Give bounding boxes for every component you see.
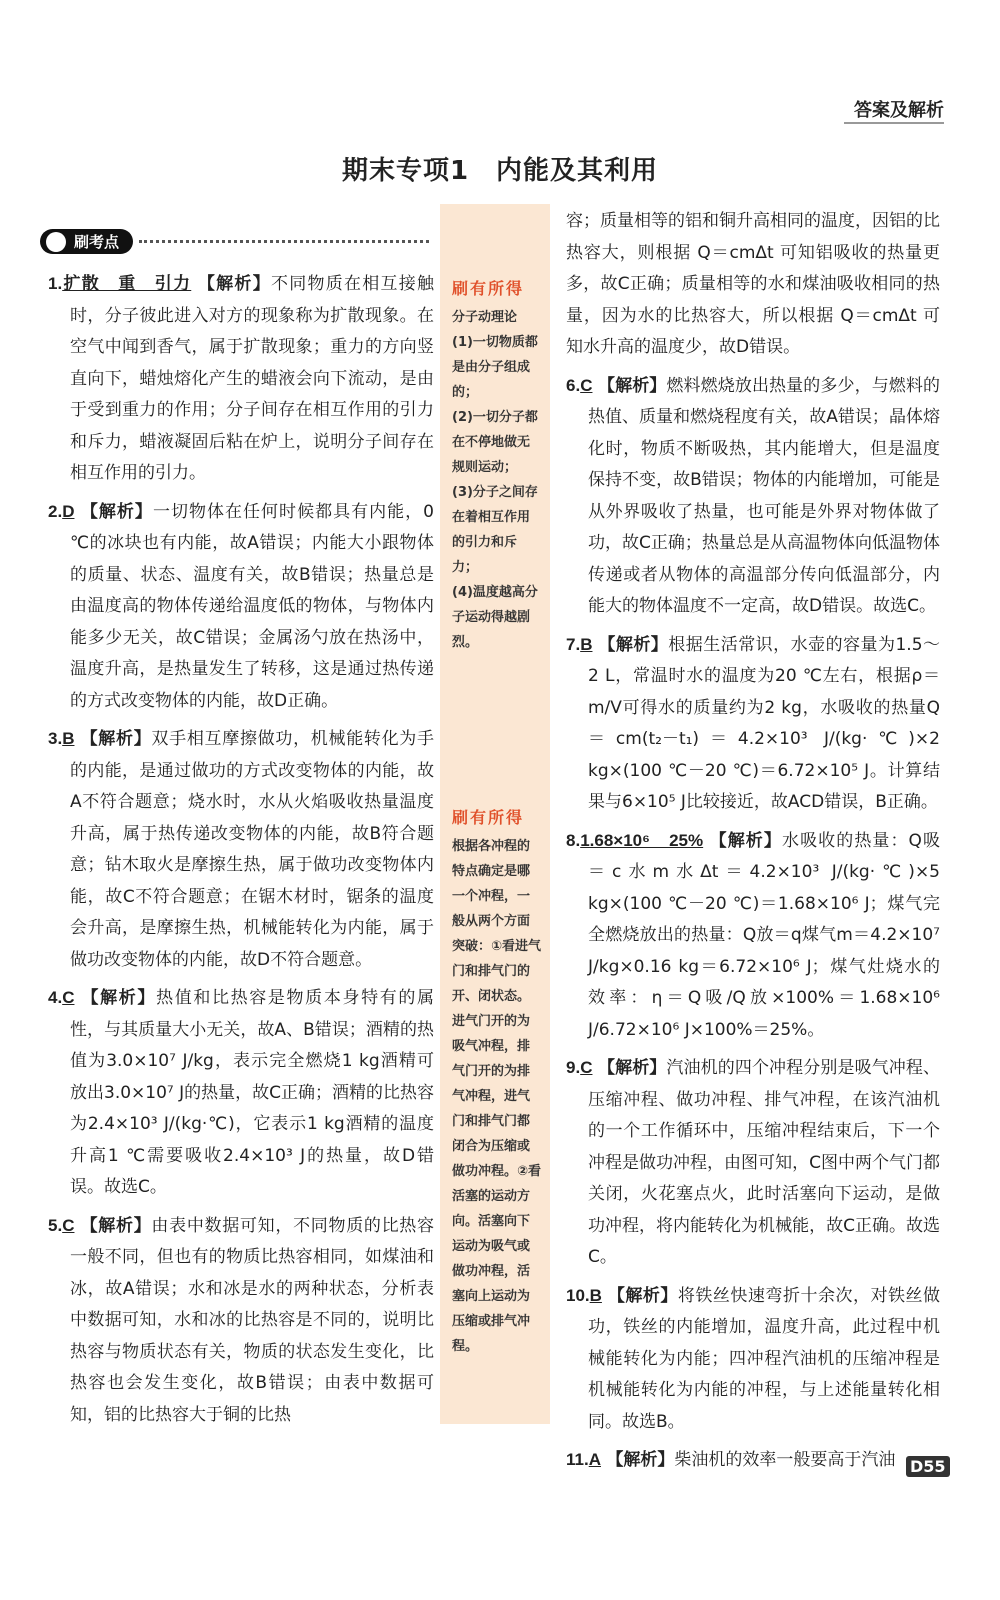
- item-tag: 【解析】: [80, 501, 153, 522]
- item-number: 9.: [566, 1058, 581, 1077]
- answer-item: [48, 268, 434, 490]
- answer-item: [48, 496, 434, 718]
- answer-item: [566, 1444, 940, 1477]
- item-answer: 扩散 重 引力: [62, 274, 192, 293]
- item-answer: B: [62, 729, 75, 748]
- item-tag: 【解析】: [598, 634, 669, 655]
- header-section-label: 答案及解析: [854, 100, 944, 121]
- item-text: 根据生活常识，水壶的容量为1.5～2 L，常温时水的温度为20 ℃左右，根据ρ＝m/V可得水的质量约为2 kg，水吸收的热量Q＝cm(t₂－t₁)＝4.2×10³ J/(kg·℃)×2 kg×(100 ℃－20 ℃)＝6.72×10⁵ J。计算结果与6×10⁵ J比较接近，故ACD错误，B正确。: [588, 634, 941, 812]
- item-number: 6.: [566, 375, 581, 395]
- item-tag: 【解析】: [80, 729, 152, 749]
- item-answer: 1.68×10⁶ 25%: [580, 830, 704, 850]
- item-text: 容；质量相等的铝和铜升高相同的温度，因铝的比热容大，则根据 Q＝cmΔt 可知铝吸收的热量更多，故C正确；质量相等的水和煤油吸收相同的热量，因为水的比热容大，所以根据 Q＝cmΔt 可知水升高的温度少，故D错误。: [566, 211, 940, 357]
- left-column: [48, 268, 434, 1437]
- item-answer: C: [580, 375, 593, 395]
- item-text: 燃料燃烧放出热量的多少，与燃料的热值、质量和燃烧程度有关，故A错误；晶体熔化时，物质不断吸热，其内能增大，但是温度保持不变，故B错误；物体的内能增加，可能是从外界吸收了热量，也可能是外界对物体做了功，故C正确；热量总是从高温物体向低温物体传递或者从物体的高温部分传向低温部分，内能大的物体温度不一定高，故D错误。故选C。: [588, 375, 941, 616]
- item-number: 3.: [48, 729, 63, 748]
- badge-pill: [40, 229, 133, 254]
- answer-item: [566, 1052, 940, 1274]
- item-text: 双手相互摩擦做功，机械能转化为手的内能，是通过做功的方式改变物体的内能，故A不符合题意；烧水时，水从火焰吸收热量温度升高，属于热传递改变物体的内能，故B符合题意；钻木取火是摩擦生热，属于做功改变物体内能，故C不符合题意；在锯木材时，锯条的温度会升高，是摩擦生热，机械能转化为内能，属于做功改变物体的内能，故D不符合题意。: [70, 729, 435, 970]
- item-answer: D: [62, 501, 75, 521]
- answer-item-continued: [566, 206, 940, 364]
- item-answer: C: [580, 1058, 593, 1077]
- item-number: 5.: [48, 1215, 63, 1235]
- item-answer: B: [589, 1285, 602, 1305]
- answer-item: [48, 1210, 434, 1432]
- tips-text: 分子动理论 (1)一切物质都是由分子组成的； (2)一切分子都在不停地做无规则运动； (3)分子之间存在着相互作用的引力和斥力； (4)温度越高分子运动得越剧烈。: [452, 310, 538, 650]
- answer-item: [48, 982, 434, 1204]
- tips-heading: 刷有所得: [452, 279, 525, 298]
- item-answer: A: [588, 1450, 601, 1469]
- item-tag: 【解析】: [80, 1215, 152, 1236]
- item-text: 水吸收的热量：Q吸＝c水m水Δt＝4.2×10³ J/(kg·℃)×5 kg×(100 ℃－20 ℃)＝1.68×10⁶ J；煤气完全燃烧放出的热量：Q放＝q煤气m＝4.2×10⁷ J/kg×0.16 kg＝6.72×10⁶ J；煤气灶烧水的效率：η＝Q吸/Q放×100%＝1.68×10⁶ J/6.72×10⁶ J×100%＝25%。: [588, 830, 941, 1040]
- item-text: 柴油机的效率一般要高于汽油: [674, 1450, 896, 1470]
- item-number: 8.: [566, 830, 581, 850]
- item-text: 由表中数据可知，不同物质的比热容一般不同，但也有的物质比热容相同，如煤油和冰，故A错误；水和冰是水的两种状态，分析表中数据可知，水和冰的比热容是不同的，说明比热容与物质状态有关，物质的状态发生变化，比热容也会发生变化，故B错误；由表中数据可知，铝的比热容大于铜的比热: [70, 1215, 435, 1425]
- item-text: 热值和比热容是物质本身特有的属性，与其质量大小无关，故A、B错误；酒精的热值为3.0×10⁷ J/kg，表示完全燃烧1 kg酒精可放出3.0×10⁷ J的热量，故C正确；酒精的比热容为2.4×10³ J/(kg·℃)，它表示1 kg酒精的温度升高1 ℃需要吸收2.4×10³ J的热量，故D错误。故选C。: [70, 988, 435, 1197]
- answer-item: [566, 1280, 940, 1439]
- section-badge: [40, 228, 429, 254]
- item-text: 一切物体在任何时候都具有内能，0 ℃的冰块也有内能，故A错误；内能大小跟物体的质量、状态、温度有关，故B错误；热量总是由温度高的物体传递给温度低的物体，与物体内能多少无关，故C错误；金属汤勺放在热汤中，温度升高，是热量发生了转移，这是通过热传递的方式改变物体的内能，故D正确。: [70, 501, 434, 711]
- item-text: 将铁丝快速弯折十余次，对铁丝做功，铁丝的内能增加，温度升高，此过程中机械能转化为内能；四冲程汽油机的压缩冲程是机械能转化为内能的冲程，与上述能量转化相同。故选B。: [588, 1285, 941, 1432]
- badge-dotted-rule: [139, 240, 429, 243]
- item-text: 汽油机的四个冲程分别是吸气冲程、压缩冲程、做功冲程、排气冲程，在该汽油机的一个工作循环中，压缩冲程结束后，下一个冲程是做功冲程，由图可知，C图中两个气门都关闭，火花塞点火，此时活塞向下运动，是做功冲程，将内能转化为机械能，故C正确。故选C。: [588, 1058, 941, 1267]
- item-tag: 【解析】: [709, 830, 782, 851]
- item-tag: 【解析】: [597, 375, 667, 396]
- header-divider: [844, 122, 944, 124]
- item-number: 7.: [566, 634, 581, 654]
- item-tag: 【解析】: [606, 1450, 675, 1470]
- answer-item: [566, 825, 940, 1047]
- item-answer: C: [62, 1215, 75, 1235]
- item-tag: 【解析】: [597, 1058, 667, 1078]
- item-text: 不同物质在相互接触时，分子彼此进入对方的现象称为扩散现象。在空气中闻到香气，属于扩散现象；重力的方向竖直向下，蜡烛熔化产生的蜡液会向下流动，是由于受到重力的作用；分子间存在相互作用的引力和斥力，蜡液凝固后粘在炉上，说明分子间存在相互作用的引力。: [70, 274, 435, 483]
- item-number: 1.: [48, 274, 63, 293]
- answer-item: [566, 629, 940, 819]
- page-title: 期末专项1 内能及其利用: [341, 156, 659, 186]
- item-tag: 【解析】: [81, 988, 157, 1008]
- badge-label: 刷考点: [74, 232, 120, 251]
- answer-item: [566, 370, 940, 623]
- item-tag: 【解析】: [607, 1285, 678, 1306]
- right-column: [566, 206, 940, 1483]
- brush-icon: [46, 232, 66, 252]
- tips-text: 根据各冲程的特点确定是哪一个冲程，一般从两个方面突破：①看进气门和排气门的开、闭状态。进气门开的为吸气冲程，排气门开的为排气冲程，进气门和排气门都闭合为压缩或做功冲程。②看活塞的运动方向。活塞向下运动为吸气或做功冲程，活塞向上运动为压缩或排气冲程。: [452, 839, 542, 1354]
- item-number: 4.: [48, 988, 63, 1007]
- page-number: D55: [906, 1456, 950, 1477]
- answer-item: [48, 723, 434, 976]
- tips-heading: 刷有所得: [452, 808, 525, 827]
- item-tag: 【解析】: [197, 274, 271, 294]
- item-number: 2.: [48, 501, 63, 521]
- item-number: 11.: [566, 1450, 589, 1469]
- item-answer: C: [62, 988, 75, 1007]
- item-answer: B: [580, 634, 593, 654]
- item-number: 10.: [566, 1285, 590, 1305]
- tips-sidebar: [440, 204, 550, 1424]
